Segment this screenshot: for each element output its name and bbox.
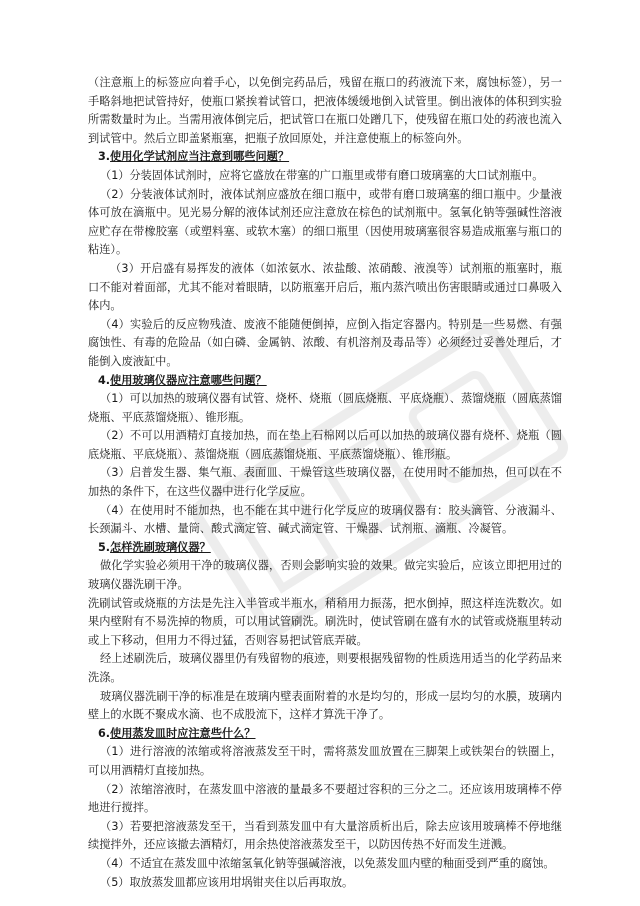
paragraph: （5）取放蒸发皿都应该用坩埚钳夹住以后再取放。: [100, 875, 354, 889]
paragraph: （3）若要把溶液蒸发至干，当看到蒸发皿中有大量溶质析出后，除去应该用玻璃棒不停地继续搅拌外，还应该撤去酒精灯，用余热使溶液蒸发至干，以防因传热不好而发生迸溅。: [88, 819, 562, 852]
paragraph: （1）可以加热的玻璃仪器有试管、烧杯、烧瓶（圆底烧瓶、平底烧瓶）、蒸馏烧瓶（圆底蒸馏烧瓶、平底蒸馏烧瓶）、锥形瓶。: [88, 392, 562, 424]
paragraph: （1）分装固体试剂时，应将它盛放在带塞的广口瓶里或带有磨口玻璃塞的大口试剂瓶中。: [100, 168, 544, 182]
paragraph: （4）不适宜在蒸发皿中浓缩氢氧化钠等强碱溶液，以免蒸发皿内壁的釉面受到严重的腐蚀。: [100, 856, 555, 870]
paragraph: （2）浓缩溶液时，在蒸发皿中溶液的量最多不要超过容积的三分之二。还应该用玻璃棒不停地进行搅拌。: [88, 782, 562, 815]
paragraph: 玻璃仪器洗刷干净的标准是在玻璃内壁表面附着的水是均匀的，形成一层均匀的水膜，玻璃内壁上的水既不聚成水滴、也不成股流下，这样才算洗干净了。: [88, 689, 562, 722]
paragraph: （4）在使用时不能加热，也不能在其中进行化学反应的玻璃仪器有：胶头滴管、分液漏斗、长颈漏斗、水槽、量筒、酸式滴定管、碱式滴定管、干燥器、试剂瓶、滴瓶、冷凝管。: [88, 503, 562, 536]
paragraph: （4）实验后的反应物残渣、废液不能随便倒掉，应倒入指定容器内。特别是一些易燃、有强腐蚀性、有毒的危险品（如白磷、金属钠、浓酸、有机溶剂及毒品等）必须经过妥善处理后，才能倒入废液缸中。: [88, 317, 562, 368]
paragraph: （注意瓶上的标签应向着手心，以免倒完药品后，残留在瓶口的药液流下来，腐蚀标签），另一手略斜地把试管持好，使瓶口紧挨着试管口，把液体缓缓地倒入试管里。倒出液体的体积到实验所需数量时为止。当需用液体倒完后，把试管口在瓶口处蹭几下，使残留在瓶口处的药液也流入到试管中。然后立即盖紧瓶塞，把瓶子放回原处，并注意使瓶上的标签向外。: [88, 76, 562, 145]
section-number: 6.: [98, 726, 111, 740]
section-title: 使用蒸发皿时应注意些什么？: [110, 726, 256, 740]
section-title: 使用化学试剂应当注意到哪些问题？: [110, 150, 290, 164]
section-title: 怎样洗刷玻璃仪器？: [110, 540, 211, 554]
section-heading: [88, 539, 562, 558]
section-heading: [88, 372, 562, 391]
section-number: 5.: [98, 540, 111, 554]
paragraph: （3）开启盛有易挥发的液体（如浓氨水、浓盐酸、浓硝酸、液溴等）试剂瓶的瓶塞时，瓶口不能对着面部，尤其不能对着眼睛，以防瓶塞开启后，瓶内蒸汽喷出伤害眼睛或通过口鼻吸入体内。: [88, 261, 562, 313]
section-heading: [88, 148, 562, 167]
section-heading: [88, 725, 562, 744]
paragraph: 经上述刷洗后，玻璃仪器里仍有残留物的痕迹，则要根据残留物的性质选用适当的化学药品来洗涤。: [88, 652, 562, 684]
paragraph: （3）启普发生器、集气瓶、表面皿、干燥管这些玻璃仪器，在使用时不能加热，但可以在不加热的条件下，在这些仪器中进行化学反应。: [88, 466, 562, 499]
paragraph: （1）进行溶液的浓缩或将溶液蒸发至干时，需将蒸发皿放置在三脚架上或铁架台的铁圈上，可以用酒精灯直接加热。: [88, 745, 562, 777]
document-body: [88, 74, 562, 892]
section-number: 4.: [98, 373, 111, 387]
section-number: 3.: [98, 150, 111, 164]
section-title: 使用玻璃仪器应注意哪些问题？: [110, 373, 267, 387]
paragraph: （2）不可以用酒精灯直接加热，而在垫上石棉网以后可以加热的玻璃仪器有烧杯、烧瓶（圆底烧瓶、平底烧瓶）、蒸馏烧瓶（圆底蒸馏烧瓶、平底蒸馏烧瓶）、锥形瓶。: [88, 429, 562, 461]
paragraph: 洗刷试管或烧瓶的方法是先注入半管或半瓶水，稍稍用力振荡，把水倒掉，照这样连洗数次。如果内壁附有不易洗掉的物质，可以用试管刷洗。刷洗时，使试管刷在盛有水的试管或烧瓶里转动或上下移动，但用力不得过猛，否则容易把试管底弄破。: [88, 596, 562, 647]
paragraph: 做化学实验必须用干净的玻璃仪器，否则会影响实验的效果。做完实验后，应该立即把用过的玻璃仪器洗刷干净。: [88, 559, 562, 592]
paragraph: （2）分装液体试剂时，液体试剂应盛放在细口瓶中，或带有磨口玻璃塞的细口瓶中。少量液体可放在滴瓶中。见光易分解的液体试剂还应注意放在棕色的试剂瓶中。氢氧化钠等强碱性溶液应贮存在带橡胶塞（或塑料塞、或软木塞）的细口瓶里（因使用玻璃塞很容易造成瓶塞与瓶口的粘连）。: [88, 187, 562, 257]
